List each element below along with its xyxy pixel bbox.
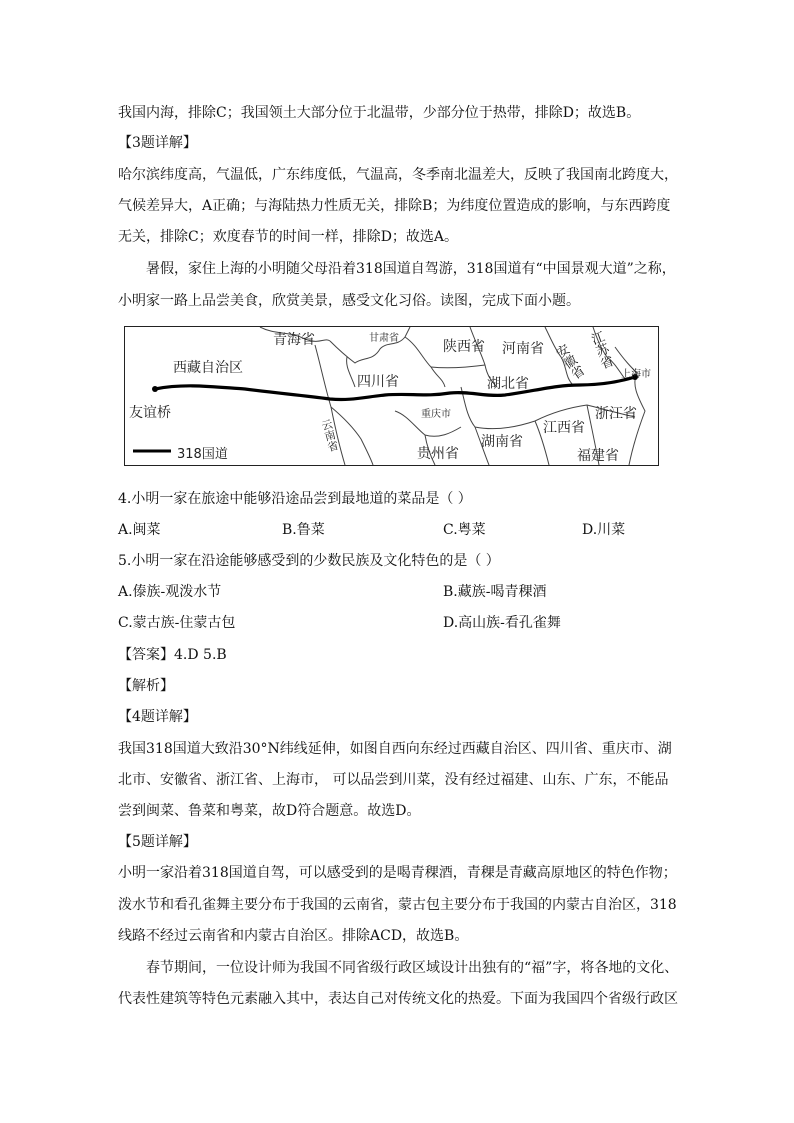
label-henan: 河南省 (502, 341, 544, 357)
paragraph-line: 代表性建筑等特色元素融入其中，表达自己对传统文化的热爱。下面为我国四个省级行政区 (118, 991, 678, 1007)
label-anhui: 安徽省 (551, 342, 586, 383)
youyiqiao-point (152, 386, 158, 392)
paragraph-line: 气候差异大，A正确；与海陆热力性质无关，排除B；为纬度位置造成的影响，与东西跨度 (118, 198, 671, 214)
answer-line: 【答案】4.D 5.B (118, 647, 227, 663)
label-shanghai: 上海市 (621, 369, 651, 380)
q4-option-b: B.鲁菜 (282, 522, 325, 538)
q4-option-c: C.粤菜 (443, 522, 486, 538)
label-chongqing: 重庆市 (421, 409, 451, 420)
label-guizhou: 贵州省 (417, 446, 459, 462)
label-qinghai: 青海省 (273, 332, 315, 348)
section-heading: 【3题详解】 (118, 135, 197, 151)
question-5-stem: 5.小明一家在沿途能够感受到的少数民族及文化特色的是（ ） (118, 553, 500, 569)
label-jiangsu: 江苏省 (586, 329, 615, 372)
label-jiangxi: 江西省 (543, 420, 585, 436)
q5-option-a: A.傣族-观泼水节 (118, 584, 222, 600)
label-hunan: 湖南省 (481, 434, 523, 450)
section-heading: 【5题详解】 (118, 834, 197, 850)
section-heading: 【解析】 (118, 678, 174, 694)
label-shaanxi: 陕西省 (443, 339, 485, 355)
legend-label: 318国道 (177, 447, 228, 462)
paragraph-line: 春节期间，一位设计师为我国不同省级行政区域设计出独有的“福”字，将各地的文化、 (146, 960, 679, 976)
label-yunnan: 云南省 (318, 417, 341, 453)
label-youyiqiao: 友谊桥 (129, 405, 171, 421)
paragraph-line: 暑假，家住上海的小明随父母沿着318国道自驾游，318国道有“中国景观大道”之称， (146, 261, 676, 277)
paragraph-line: 小明一家沿着318国道自驾，可以感受到的是喝青稞酒，青稞是青藏高原地区的特色作物； (118, 865, 677, 881)
q5-option-d: D.高山族-看孔雀舞 (443, 615, 561, 631)
q5-option-b: B.藏族-喝青稞酒 (443, 584, 547, 600)
route-318-map (124, 326, 659, 466)
paragraph-line: 哈尔滨纬度高，气温低，广东纬度低，气温高，冬季南北温差大，反映了我国南北跨度大， (118, 167, 678, 183)
label-xizang: 西藏自治区 (173, 360, 243, 376)
paragraph-line: 我国内海，排除C；我国领土大部分位于北温带，少部分位于热带，排除D；故选B。 (118, 105, 641, 121)
paragraph-line: 尝到闽菜、鲁菜和粤菜，故D符合题意。故选D。 (118, 803, 421, 819)
label-sichuan: 四川省 (357, 374, 399, 390)
label-hubei: 湖北省 (487, 376, 529, 392)
q4-option-d: D.川菜 (582, 522, 626, 538)
q4-option-a: A.闽菜 (118, 522, 161, 538)
question-4-stem: 4.小明一家在旅途中能够沿途品尝到最地道的菜品是（ ） (118, 491, 472, 507)
label-gansu: 甘肃省 (369, 333, 399, 344)
q5-option-c: C.蒙古族-住蒙古包 (118, 615, 236, 631)
paragraph-line: 北市、安徽省、浙江省、上海市， 可以品尝到川菜，没有经过福建、山东、广东，不能品 (118, 772, 669, 788)
paragraph-line: 我国318国道大致沿30°N纬线延伸，如图自西向东经过西藏自治区、四川省、重庆市、湖 (118, 741, 672, 757)
paragraph-line: 线路不经过云南省和内蒙古自治区。排除ACD，故选B。 (118, 928, 469, 944)
label-fujian: 福建省 (577, 448, 619, 464)
paragraph-line: 泼水节和看孔雀舞主要分布于我国的云南省，蒙古包主要分布于我国的内蒙古自治区，318 (118, 897, 677, 913)
section-heading: 【4题详解】 (118, 709, 197, 725)
label-zhejiang: 浙江省 (595, 406, 637, 422)
paragraph-line: 无关，排除C；欢度春节的时间一样，排除D；故选A。 (118, 229, 459, 245)
paragraph-line: 小明家一路上品尝美食，欣赏美景，感受文化习俗。读图，完成下面小题。 (118, 293, 580, 309)
